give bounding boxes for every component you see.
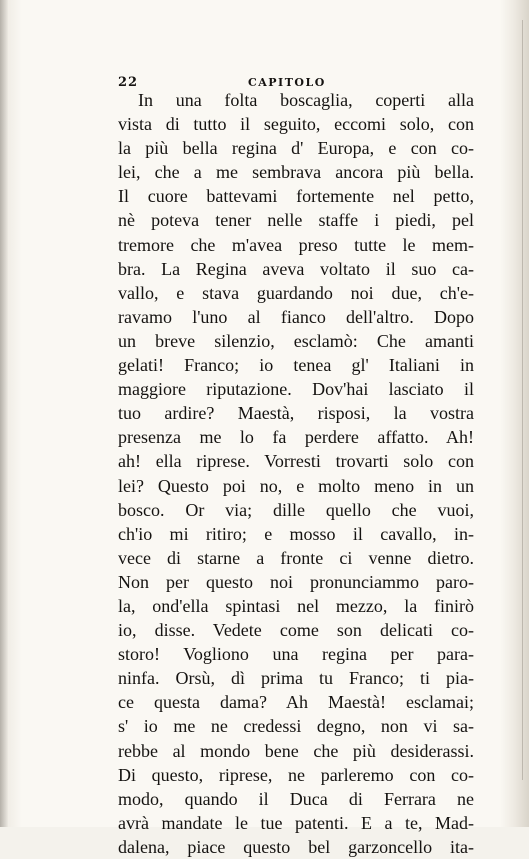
text-line: bosco. Or via; dille quello che vuoi, — [118, 499, 474, 520]
text-line: nè poteva tener nelle staffe i piedi, pel — [118, 210, 474, 231]
text-line: ch'io mi ritiro; e mosso il cavallo, in- — [118, 523, 474, 544]
text-line: dalena, piace questo bel garzoncello ita- — [118, 836, 474, 857]
text-line: tremore che m'avea preso tutte le mem- — [118, 234, 474, 255]
text-line: s' io me ne credessi degno, non vi sa- — [118, 716, 474, 737]
text-line: ah! ella riprese. Vorresti trovarti solo con — [118, 451, 474, 472]
text-line: ninfa. Orsù, dì prima tu Franco; ti pia- — [118, 668, 474, 689]
body-text — [118, 88, 474, 859]
text-line: vallo, e stava guardando noi due, ch'e- — [118, 282, 474, 303]
text-line: io, disse. Vedete come son delicati co- — [118, 620, 474, 641]
text-line: rebbe al mondo bene che più desiderassi. — [118, 740, 474, 761]
text-line: Non per questo noi pronunciammo paro- — [118, 571, 474, 592]
text-line: maggiore riputazione. Dov'hai lasciato il — [118, 379, 474, 400]
text-line: modo, quando il Duca di Ferrara ne — [118, 788, 474, 809]
page-edge-line — [522, 20, 523, 780]
text-line: bra. La Regina aveva voltato il suo ca- — [118, 258, 474, 279]
text-line: presenza me lo fa perdere affatto. Ah! — [118, 427, 474, 448]
running-head: CAPITOLO — [248, 76, 326, 89]
text-line: ravamo l'uno al fianco dell'altro. Dopo — [118, 306, 474, 327]
text-line: vece di starne a fronte ci venne dietro. — [118, 547, 474, 568]
text-line: lei, che a me sembrava ancora più bella. — [118, 162, 474, 183]
text-line: Di questo, riprese, ne parleremo con co- — [118, 764, 474, 785]
text-line: lei? Questo poi no, e molto meno in un — [118, 475, 474, 496]
text-line: ce questa dama? Ah Maestà! esclamai; — [118, 692, 474, 713]
text-line: vista di tutto il seguito, eccomi solo, con — [118, 114, 474, 135]
page-number: 22 — [118, 75, 139, 90]
text-line: gelati! Franco; io tenea gl' Italiani in — [118, 355, 474, 376]
text-line: la più bella regina d' Europa, e con co- — [118, 138, 474, 159]
page-edge-shadow — [0, 0, 8, 827]
text-line: avrà mandate le tue patenti. E a te, Mad- — [118, 812, 474, 833]
text-line: tuo ardire? Maestà, risposi, la vostra — [118, 403, 474, 424]
text-line: In una folta boscaglia, coperti alla — [138, 90, 474, 110]
text-line: un breve silenzio, esclamò: Che amanti — [118, 330, 474, 351]
text-line: Il cuore battevami fortemente nel petto, — [118, 186, 474, 207]
text-line: la, ond'ella spintasi nel mezzo, la finirò — [118, 595, 474, 616]
text-line: storo! Vogliono una regina per para- — [118, 644, 474, 665]
